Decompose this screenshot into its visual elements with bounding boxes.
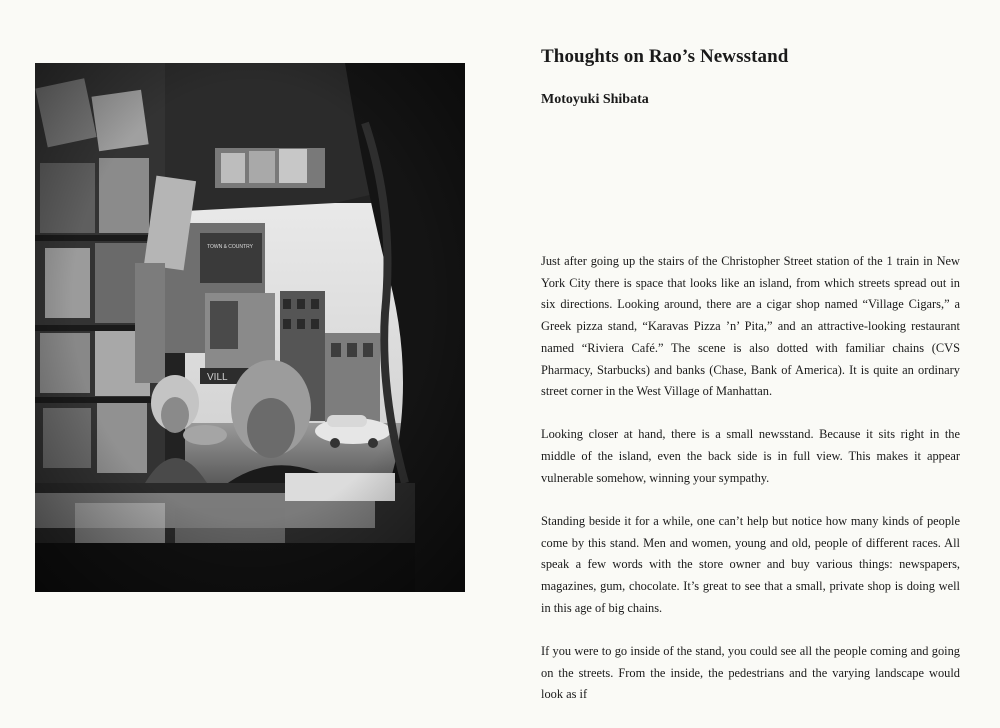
- paragraph: If you were to go inside of the stand, you could see all the people coming and going on the streets. From the inside, the pedestrians and the varying landscape would look as if: [541, 644, 960, 702]
- paragraph: Looking closer at hand, there is a small newsstand. Because it sits right in the middle of the island, even the back side is in full view. This makes it appear vulnerable somehow, winning your sympathy.: [541, 427, 960, 485]
- newsstand-photo: [35, 63, 465, 592]
- article-title: Thoughts on Rao’s Newsstand: [541, 46, 789, 67]
- paragraph: Just after going up the stairs of the Christopher Street station of the 1 train in New York City there is space that looks like an island, from which streets spread out in six directions. Looking around, there are a cigar shop named “Village Cigars,” a Greek pizza stand, “Karavas Pizza ’n’ Pita,” and an attractive-looking restaurant named “Riviera Café.” The scene is also dotted with familiar chains (CVS Pharmacy, Starbucks) and banks (Chase, Bank of America). It is quite an ordinary street corner in the West Village of Manhattan.: [541, 254, 960, 399]
- article-author: Motoyuki Shibata: [541, 92, 649, 107]
- article-body: [541, 251, 960, 728]
- paragraph: Standing beside it for a while, one can’t help but notice how many kinds of people come by this stand. Men and women, young and old, people of different races. All speak a few words with the store owner and buy various things: newspapers, magazines, gum, chocolate. It’s great to see that a small, private shop is doing well in this age of big chains.: [541, 514, 960, 615]
